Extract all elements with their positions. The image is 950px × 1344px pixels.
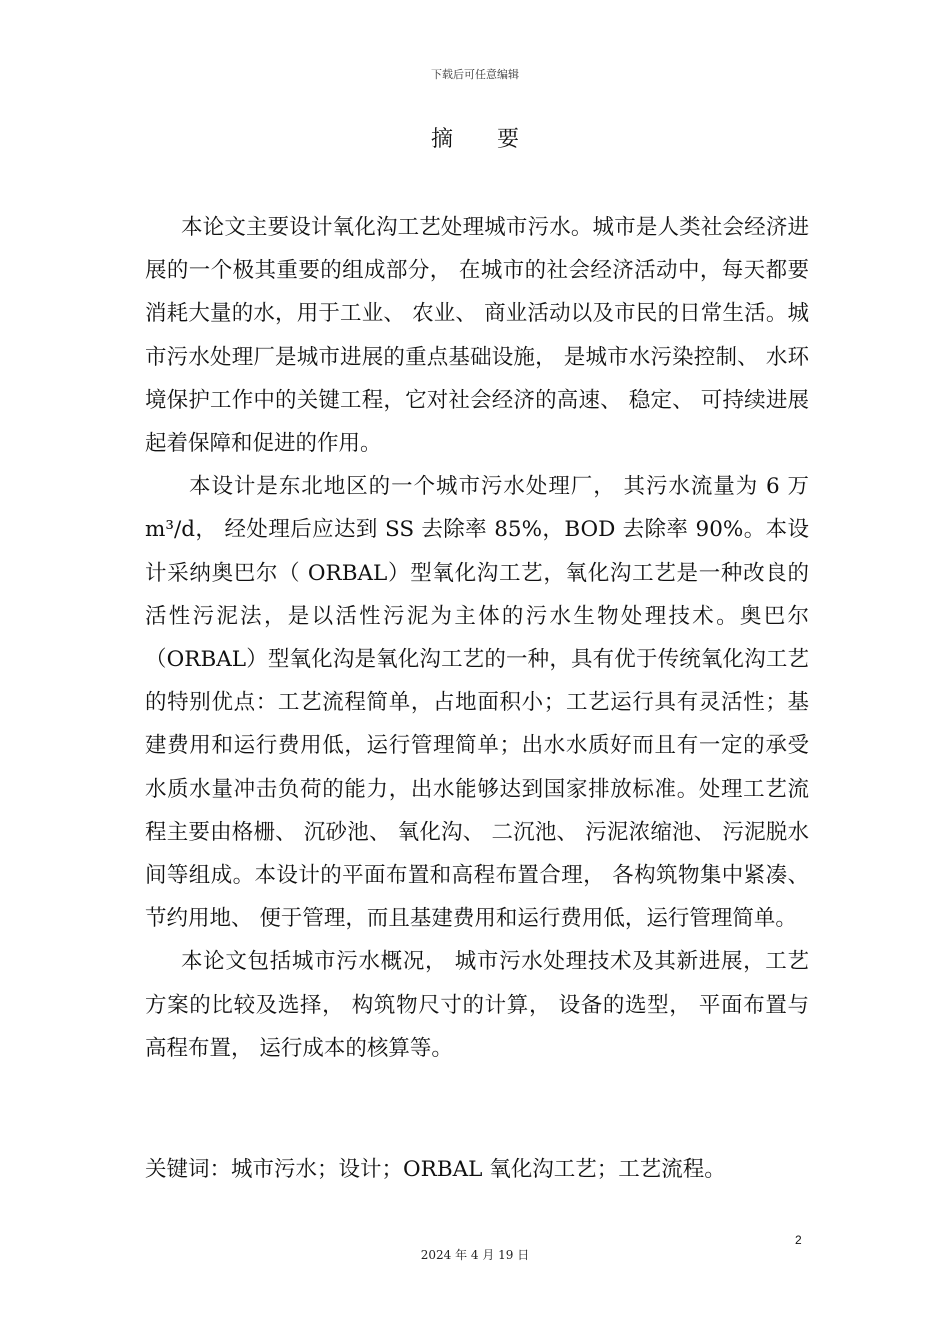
page-number: 2 <box>795 1233 802 1247</box>
abstract-body <box>145 206 809 1070</box>
page-title <box>0 122 950 153</box>
abstract-paragraph-3: 本论文包括城市污水概况， 城市污水处理技术及其新进展，工艺方案的比较及选择， 构筑物尺寸的计算， 设备的选型， 平面布置与高程布置， 运行成本的核算等。 <box>145 949 809 1061</box>
abstract-paragraph-1: 本论文主要设计氧化沟工艺处理城市污水。城市是人类社会经济进展的一个极其重要的组成部分， 在城市的社会经济活动中，每天都要消耗大量的水，用于工业、 农业、 商业活动以及市民的日常生活。城市污水处理厂是城市进展的重点基础设施， 是城市水污染控制、 水环境保护工作中的关键工程，它对社会经济的高速、 稳定、 可持续进展起着保障和促进的作用。 <box>145 215 809 457</box>
abstract-paragraph-2: 本设计是东北地区的一个城市污水处理厂， 其污水流量为 6 万 m³/d， 经处理后应达到 SS 去除率 85%，BOD 去除率 90%。本设计采纳奥巴尔（ ORBAL）型氧化沟工艺，氧化沟工艺是一种改良的活性污泥法，是以活性污泥为主体的污水生物处理技术。奥巴尔（ORBAL）型氧化沟是氧化沟工艺的一种，具有优于传统氧化沟工艺的特别优点：工艺流程简单，占地面积小；工艺运行具有灵活性；基建费用和运行费用低，运行管理简单；出水水质好而且有一定的承受水质水量冲击负荷的能力，出水能够达到国家排放标准。处理工艺流程主要由格栅、 沉砂池、 氧化沟、 二沉池、 污泥浓缩池、 污泥脱水间等组成。本设计的平面布置和高程布置合理， 各构筑物集中紧凑、 节约用地、 便于管理，而且基建费用和运行费用低，运行管理简单。 <box>145 474 809 932</box>
footer-date: 2024 年 4 月 19 日 <box>420 1248 530 1262</box>
header-note: 下载后可任意编辑 <box>431 68 519 81</box>
page-title-char-2: 要 <box>497 127 520 152</box>
page-title-char-1: 摘 <box>430 127 453 152</box>
keywords-line: 关键词：城市污水；设计；ORBAL 氧化沟工艺；工艺流程。 <box>145 1157 726 1182</box>
